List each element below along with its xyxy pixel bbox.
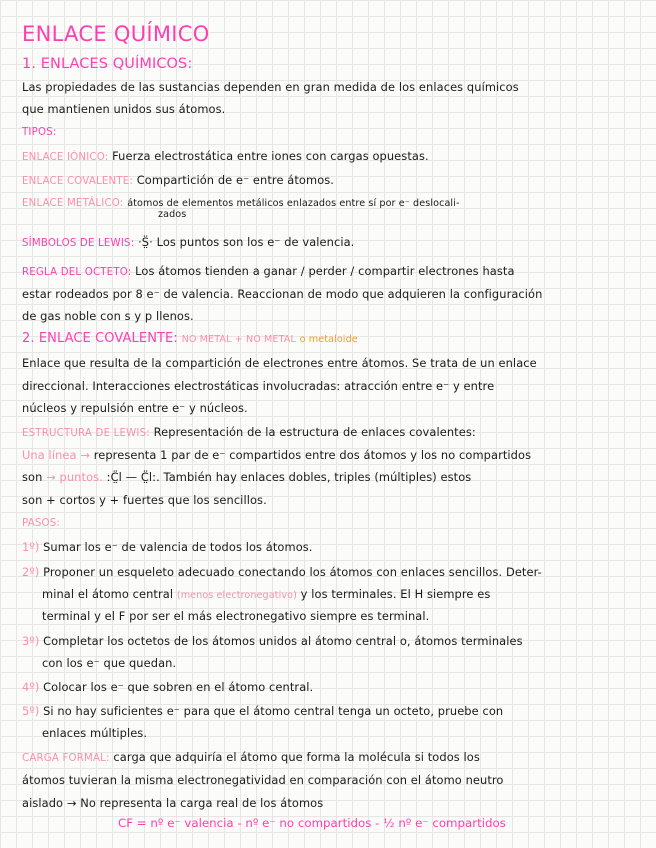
octeto-line-2: estar rodeados por 8 e⁻ de valencia. Reaccionan de modo que adquieren la configuración bbox=[22, 287, 543, 301]
sulfur-lewis-symbol: ·S̤̈· bbox=[138, 235, 153, 249]
step-4-text: Colocar los e⁻ que sobren en el átomo central. bbox=[43, 680, 314, 694]
covalente-line bbox=[22, 173, 334, 189]
carga-line-3: aislado → No representa la carga real de los átomos bbox=[22, 796, 324, 810]
formal-charge-formula: CF = nº e⁻ valencia - nº e⁻ no compartidos - ½ nº e⁻ compartidos bbox=[118, 816, 506, 830]
ionico-key: ENLACE IÓNICO: bbox=[22, 152, 109, 163]
section-2-heading: 2. ENLACE COVALENTE: bbox=[22, 331, 178, 346]
lewis-structure-key: ESTRUCTURA DE LEWIS: bbox=[22, 428, 150, 439]
step-3 bbox=[22, 634, 523, 648]
step-5-line-2: enlaces múltiples. bbox=[42, 726, 148, 740]
metalico-line bbox=[22, 195, 460, 211]
simbolos-text: Los puntos son los e⁻ de valencia. bbox=[156, 235, 355, 249]
s1-intro-line-1: Las propiedades de las sustancias dependen en gran medida de los enlaces químicos bbox=[22, 80, 519, 94]
s2-text-line-1: Enlace que resulta de la compartición de electrones entre átomos. Se trata de un enlace bbox=[22, 356, 537, 370]
carga-text-1: carga que adquiría el átomo que forma la molécula si todos los bbox=[113, 750, 480, 764]
step-1 bbox=[22, 540, 313, 554]
covalente-text: Compartición de e⁻ entre átomos. bbox=[136, 173, 335, 187]
step-2-note: (menos electronegativo) bbox=[176, 590, 297, 601]
octeto-line-1 bbox=[22, 264, 515, 280]
s2-text-line-3: núcleos y repulsión entre e⁻ y núcleos. bbox=[22, 401, 248, 415]
metalico-text-2: zados bbox=[158, 209, 187, 220]
step-2-text-2: minal el átomo central bbox=[42, 587, 174, 601]
section-2-note-2: o metaloide bbox=[299, 334, 358, 345]
simbolos-key: SÍMBOLOS DE LEWIS: bbox=[22, 238, 135, 249]
covalente-key: ENLACE COVALENTE: bbox=[22, 176, 134, 187]
lewis-structure-text: Representación de la estructura de enlaces covalentes: bbox=[153, 425, 476, 439]
octeto-line-3: de gas noble con s y p llenos. bbox=[22, 309, 194, 323]
linea-key: Una línea → bbox=[22, 448, 90, 462]
carga-line-2: átomos tuvieran la misma electronegatividad en comparación con el átomo neutro bbox=[22, 773, 504, 787]
son-word: son bbox=[22, 470, 43, 484]
step-2-number: 2º) bbox=[22, 565, 40, 579]
lewis-structure-line bbox=[22, 425, 476, 441]
step-5-text-1: Si no hay suficientes e⁻ para que el átomo central tenga un octeto, pruebe con bbox=[43, 704, 504, 718]
step-2 bbox=[22, 565, 542, 579]
step-1-number: 1º) bbox=[22, 540, 40, 554]
step-1-text: Sumar los e⁻ de valencia de todos los átomos. bbox=[43, 540, 313, 554]
tipos-label: TIPOS: bbox=[22, 127, 57, 138]
ionico-line bbox=[22, 149, 429, 165]
linea-text: representa 1 par de e⁻ compartidos entre dos átomos y los no compartidos bbox=[93, 448, 532, 462]
puntos-key: → puntos. bbox=[46, 470, 103, 484]
step-4 bbox=[22, 680, 313, 694]
s2-text-line-2: direccional. Interacciones electrostáticas involucradas: atracción entre e⁻ y entre bbox=[22, 379, 495, 393]
metalico-key: ENLACE METÁLICO: bbox=[22, 198, 124, 209]
step-2-line-2 bbox=[42, 587, 490, 603]
ionico-text: Fuerza electrostática entre iones con cargas opuestas. bbox=[112, 149, 429, 163]
page-title: ENLACE QUÍMICO bbox=[22, 22, 210, 46]
simbolos-line bbox=[22, 235, 354, 251]
s1-intro-line-2: que mantienen unidos sus átomos. bbox=[22, 102, 226, 116]
step-5 bbox=[22, 704, 503, 718]
linea-line-2 bbox=[22, 470, 471, 484]
linea-line-3: son + cortos y + fuertes que los sencillos. bbox=[22, 493, 267, 507]
section-2-note: NO METAL + NO METAL bbox=[181, 334, 296, 345]
step-2-line-3: terminal y el F por ser el más electronegativo siempre es terminal. bbox=[42, 609, 430, 623]
step-3-number: 3º) bbox=[22, 634, 40, 648]
cl2-lewis-formula: :C̤̈l — C̤̈l: bbox=[106, 470, 157, 484]
linea-text-2: . También hay enlaces dobles, triples (múltiples) estos bbox=[156, 470, 472, 484]
octeto-key: REGLA DEL OCTETO: bbox=[22, 267, 132, 278]
metalico-text: átomos de elementos metálicos enlazados entre sí por e⁻ deslocali- bbox=[127, 198, 460, 209]
section-1-heading: 1. ENLACES QUÍMICOS: bbox=[22, 56, 193, 72]
step-2-text-1: Proponer un esqueleto adecuado conectando los átomos con enlaces sencillos. Deter- bbox=[43, 565, 542, 579]
octeto-text-1: Los átomos tienden a ganar / perder / compartir electrones hasta bbox=[135, 264, 515, 278]
step-3-text-1: Completar los octetos de los átomos unidos al átomo central o, átomos terminales bbox=[43, 634, 523, 648]
pasos-label: PASOS: bbox=[22, 518, 61, 529]
section-2-heading-line bbox=[22, 331, 358, 347]
step-5-number: 5º) bbox=[22, 704, 40, 718]
step-4-number: 4º) bbox=[22, 680, 40, 694]
step-3-line-2: con los e⁻ que quedan. bbox=[42, 656, 177, 670]
carga-key: CARGA FORMAL: bbox=[22, 753, 110, 764]
carga-line-1 bbox=[22, 750, 480, 766]
step-2-text-3: y los terminales. El H siempre es bbox=[300, 587, 491, 601]
linea-line bbox=[22, 448, 531, 462]
